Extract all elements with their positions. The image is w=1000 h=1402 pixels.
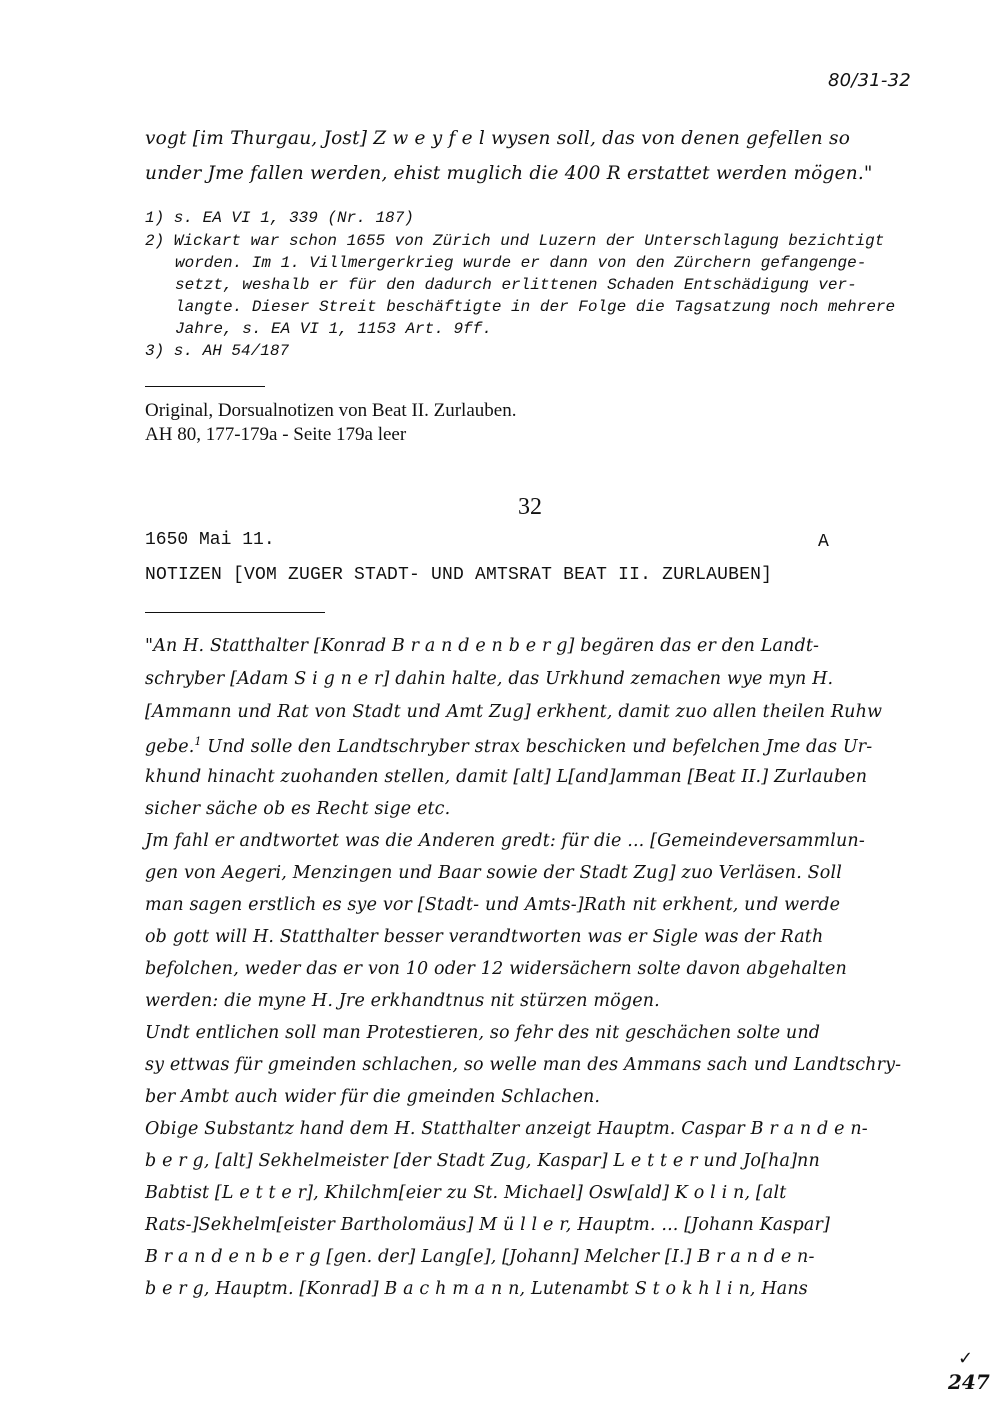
check-mark-icon: ✓	[958, 1348, 974, 1369]
body-line-8: gen von Aegeri, Menzingen und Baar sowie der Stadt Zug] zuo Verläsen. Soll	[145, 863, 842, 883]
entry-title: NOTIZEN [VOM ZUGER STADT- UND AMTSRAT BEAT II. ZURLAUBEN]	[145, 565, 773, 585]
body-line-9: man sagen erstlich es sye vor [Stadt- und Amts-]Rath nit erkhent, und werde	[145, 895, 841, 915]
footnote-2-cont-2: setzt, weshalb er für den dadurch erlittenen Schaden Entschädigung ver-	[175, 276, 857, 294]
footnote-2-cont-1: worden. Im 1. Villmergerkrieg wurde er dann von den Zürchern gefangenge-	[175, 254, 867, 272]
continuation-line-2: under Jme fallen werden, ehist muglich die 400 R erstattet werden mögen."	[145, 163, 873, 184]
footnote-2: 2) Wickart war schon 1655 von Zürich und Luzern der Unterschlagung bezichtigt	[145, 232, 885, 250]
body-line-16: Obige Substantz hand dem H. Statthalter anzeigt Hauptm. Caspar B r a n d e n-	[145, 1119, 868, 1139]
continuation-line-1: vogt [im Thurgau, Jost] Z w e y f e l wysen soll, das von denen gefellen so	[145, 128, 851, 149]
source-note-1: Original, Dorsualnotizen von Beat II. Zurlauben.	[145, 400, 517, 421]
footnote-1: 1) s. EA VI 1, 339 (Nr. 187)	[145, 209, 414, 227]
body-line-17: b e r g, [alt] Sekhelmeister [der Stadt Zug, Kaspar] L e t t e r und Jo[ha]nn	[145, 1151, 820, 1171]
footnote-3: 3) s. AH 54/187	[145, 342, 290, 360]
body-line-19: Rats-]Sekhelm[eister Bartholomäus] M ü l l e r, Hauptm. ... [Johann Kaspar]	[145, 1215, 830, 1235]
body-line-2: schryber [Adam S i g n e r] dahin halte, das Urkhund zemachen wye myn H.	[145, 669, 834, 689]
body-line-6: sicher säche ob es Recht sige etc.	[145, 799, 451, 819]
body-line-21: b e r g, Hauptm. [Konrad] B a c h m a n n, Lutenambt S t o k h l i n, Hans	[145, 1279, 808, 1299]
divider-rule-2	[145, 612, 325, 613]
body-line-12: werden: die myne H. Jre erkhandtnus nit stürzen mögen.	[145, 991, 660, 1011]
footnote-2-cont-3: langte. Dieser Streit beschäftigte in der Folge die Tagsatzung noch mehrere	[175, 298, 896, 316]
body-line-11: befolchen, weder das er von 10 oder 12 widersächern solte davon abgehalten	[145, 959, 847, 979]
archive-stamp: 247	[948, 1370, 990, 1394]
body-line-1: "An H. Statthalter [Konrad B r a n d e n b e r g] begären das er den Landt-	[145, 636, 820, 656]
body-line-4	[145, 735, 872, 757]
body-line-3: [Ammann und Rat von Stadt und Amt Zug] erkhent, damit zuo allen theilen Ruhw	[145, 702, 883, 722]
body-line-15: ber Ambt auch wider für die gmeinden Schlachen.	[145, 1087, 601, 1107]
footnote-2-cont-4: Jahre, s. EA VI 1, 1153 Art. 9ff.	[175, 320, 492, 338]
body-line-10: ob gott will H. Statthalter besser verandtworten was er Sigle was der Rath	[145, 927, 824, 947]
body-line-7: Jm fahl er andtwortet was die Anderen gredt: für die ... [Gemeindeversammlun-	[145, 831, 865, 851]
entry-date: 1650 Mai 11.	[145, 530, 275, 550]
divider-rule-1	[145, 386, 265, 387]
body-line-14: sy ettwas für gmeinden schlachen, so welle man des Ammans sach und Landtschry-	[145, 1055, 902, 1075]
body-line-18: Babtist [L e t t e r], Khilchm[eier zu St. Michael] Osw[ald] K o l i n, [alt	[145, 1183, 787, 1203]
page-number: 80/31-32	[828, 70, 911, 91]
body-line-13: Undt entlichen soll man Protestieren, so fehr des nit geschächen solte und	[145, 1023, 821, 1043]
body-line-20: B r a n d e n b e r g [gen. der] Lang[e], [Johann] Melcher [I.] B r a n d e n-	[145, 1247, 815, 1267]
footnote-mark: 1	[194, 735, 202, 748]
body-line-4-rest: Und solle den Landtschryber strax beschicken und befelchen Jme das Ur-	[201, 736, 873, 757]
entry-letter: A	[818, 532, 829, 552]
entry-number: 32	[518, 494, 542, 520]
body-line-4-start: gebe.	[145, 736, 195, 757]
source-note-2: AH 80, 177-179a - Seite 179a leer	[145, 424, 407, 445]
body-line-5: khund hinacht zuohanden stellen, damit [alt] L[and]amman [Beat II.] Zurlauben	[145, 767, 868, 787]
